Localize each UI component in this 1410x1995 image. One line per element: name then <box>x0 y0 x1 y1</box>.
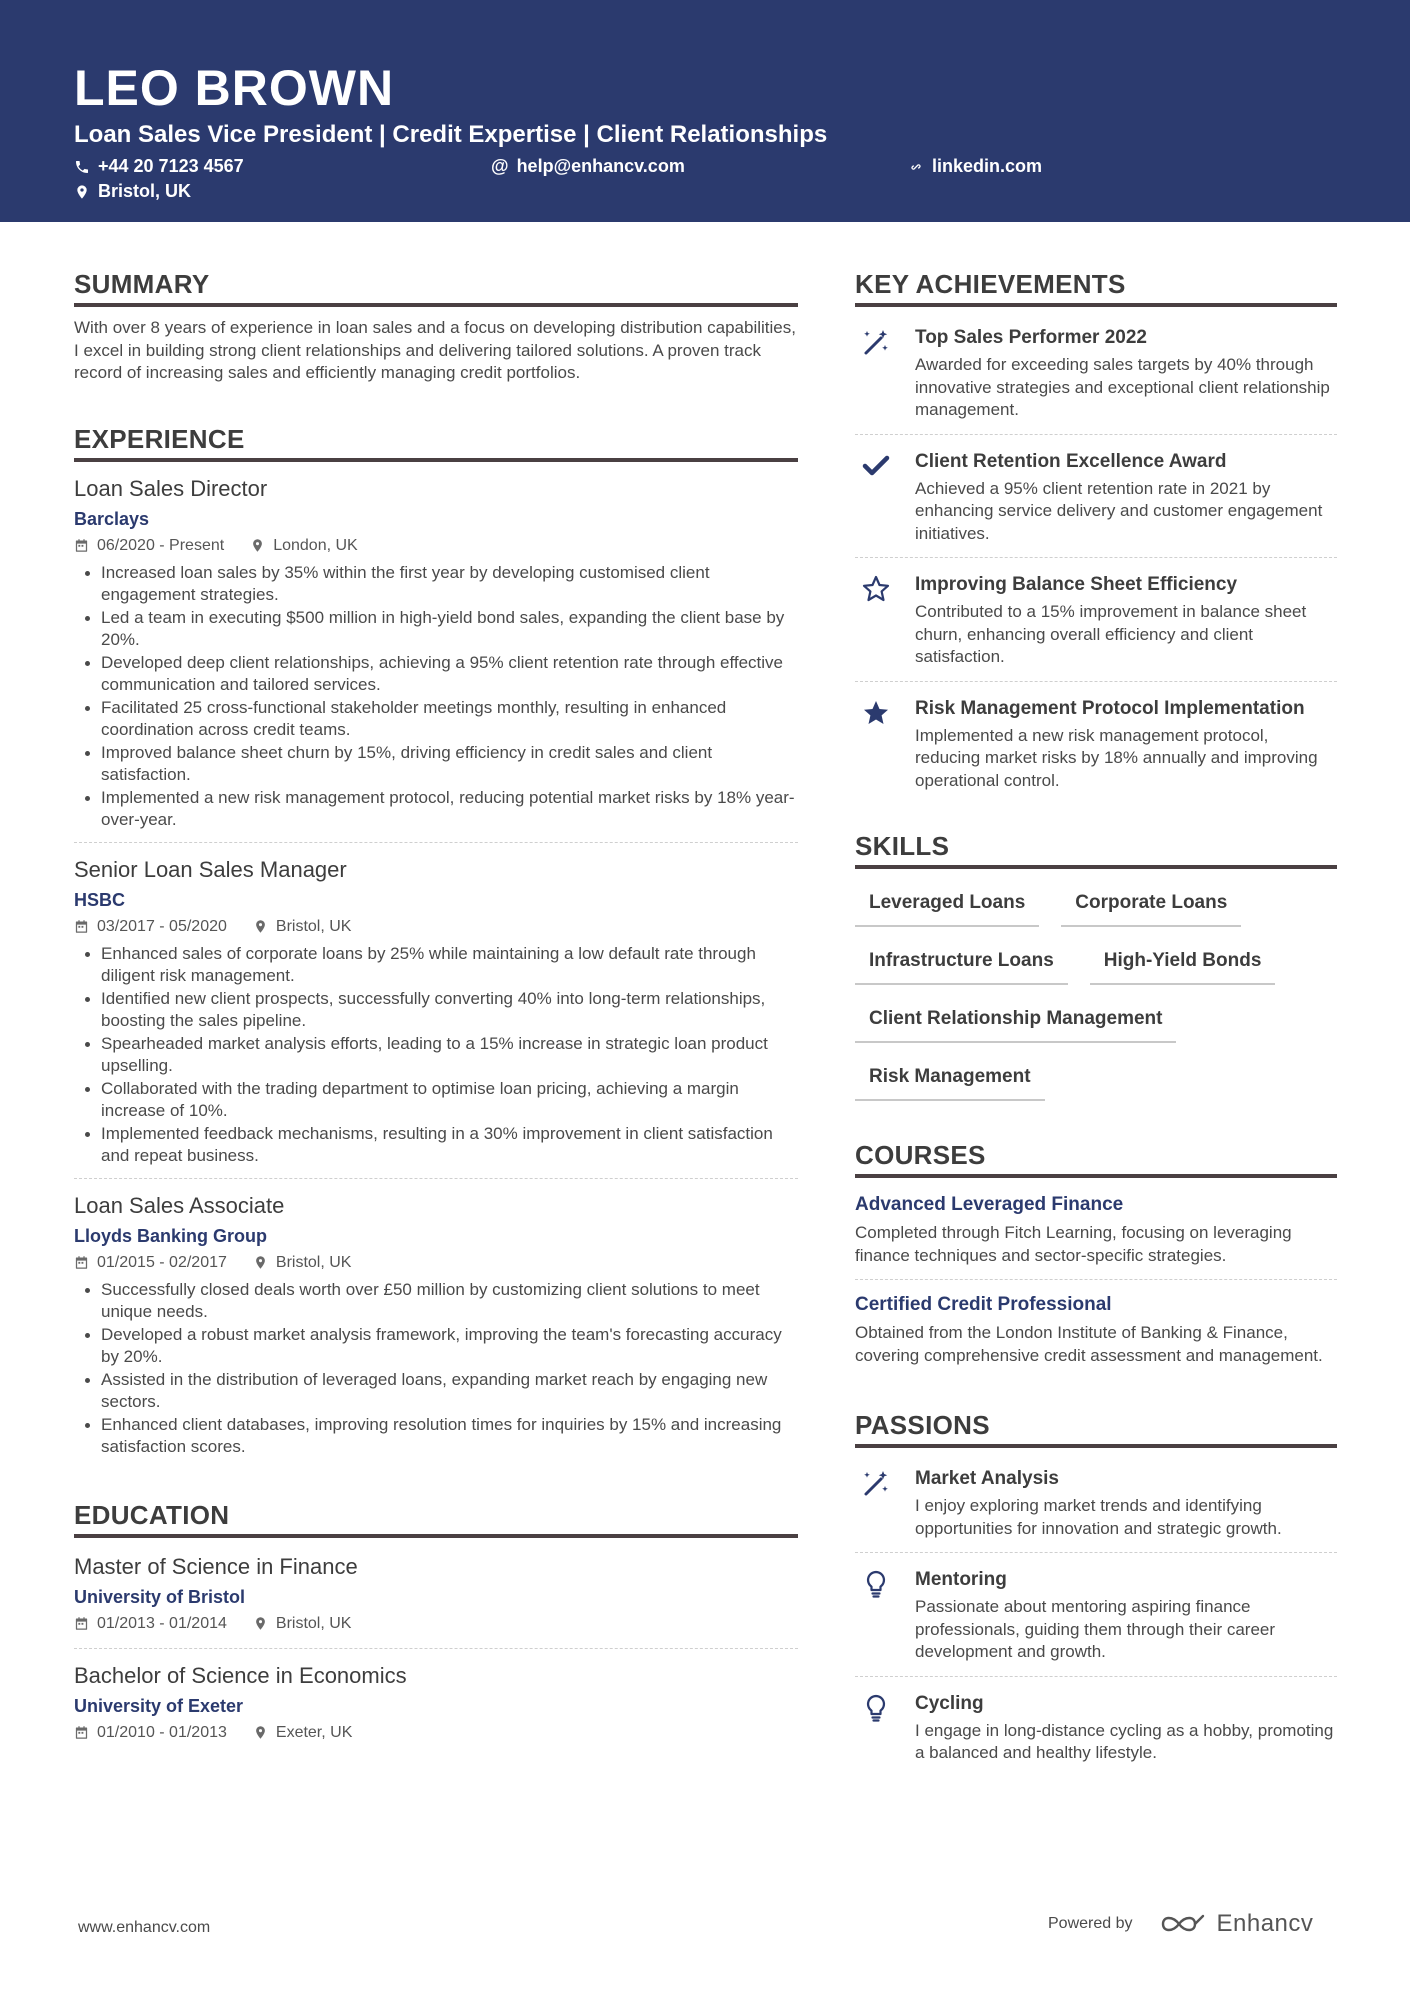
footer-website-link[interactable]: www.enhancv.com <box>78 1919 211 1936</box>
education-meta <box>74 1721 798 1745</box>
bullet-item: Identified new client prospects, successfully converting 40% into long-term relationships, boosting the sales pipeline. <box>74 988 798 1033</box>
location-text: Bristol, UK <box>98 181 192 201</box>
achievement-item <box>855 317 1337 434</box>
skills-list <box>855 879 1337 1111</box>
degree-title: Bachelor of Science in Economics <box>74 1662 407 1688</box>
passion-title: Market Analysis <box>915 1468 1059 1489</box>
contact-location <box>74 181 191 202</box>
education-section <box>74 1499 798 1757</box>
star-outline-icon <box>861 574 891 604</box>
school-name: University of Exeter <box>74 1695 244 1716</box>
job-meta <box>74 915 798 939</box>
skill-tag: Client Relationship Management <box>855 995 1176 1043</box>
achievement-desc: Implemented a new risk management protocol, reducing market risks by 18% annually and improving operational control. <box>915 725 1318 790</box>
bullet-item: Enhanced sales of corporate loans by 25% while maintaining a low default rate through diligent risk management. <box>74 943 798 988</box>
brand-name: Enhancv <box>1216 1910 1314 1937</box>
passion-title: Mentoring <box>915 1569 1007 1590</box>
skill-tag: Leveraged Loans <box>855 879 1039 927</box>
job-meta <box>74 1251 798 1275</box>
achievements-title: KEY ACHIEVEMENTS <box>855 268 1337 307</box>
magic-wand-icon <box>861 1468 891 1498</box>
passion-item <box>855 1552 1337 1676</box>
job-dates: 01/2015 - 02/2017 <box>74 1251 227 1275</box>
education-entry <box>74 1548 798 1648</box>
skills-section <box>855 830 1337 1111</box>
course-item <box>855 1279 1337 1379</box>
degree-title: Master of Science in Finance <box>74 1553 358 1579</box>
map-pin-icon <box>74 184 90 200</box>
bullet-item: Implemented feedback mechanisms, resulting in a 30% improvement in client satisfaction and repeat business. <box>74 1123 798 1168</box>
map-pin-icon <box>253 1725 268 1740</box>
achievement-item <box>855 681 1337 805</box>
job-bullets <box>74 943 798 1168</box>
candidate-name: LEO BROWN <box>74 60 395 116</box>
courses-title: COURSES <box>855 1139 1337 1178</box>
summary-section <box>74 268 798 385</box>
job-meta <box>74 534 798 558</box>
bullet-item: Assisted in the distribution of leveraged loans, expanding market reach by engaging new sectors. <box>74 1369 798 1414</box>
education-location: Bristol, UK <box>253 1612 352 1636</box>
map-pin-icon <box>250 538 265 553</box>
footer-branding <box>1048 1910 1313 1938</box>
job-location: London, UK <box>250 534 358 558</box>
achievement-item <box>855 557 1337 681</box>
map-pin-icon <box>253 1255 268 1270</box>
summary-title: SUMMARY <box>74 268 798 307</box>
bullet-item: Led a team in executing $500 million in high-yield bond sales, expanding the client base by 20%. <box>74 607 798 652</box>
checkmark-icon <box>861 451 891 481</box>
passion-item <box>855 1676 1337 1777</box>
phone-text: +44 20 7123 4567 <box>98 156 244 176</box>
achievement-title: Improving Balance Sheet Efficiency <box>915 574 1238 595</box>
passion-title: Cycling <box>915 1692 984 1714</box>
achievement-desc: Contributed to a 15% improvement in balance sheet churn, enhancing overall efficiency and client satisfaction. <box>915 602 1307 666</box>
job-location: Bristol, UK <box>253 915 352 939</box>
skill-tag: Risk Management <box>855 1053 1045 1101</box>
map-pin-icon <box>253 919 268 934</box>
lightbulb-icon <box>861 1569 891 1599</box>
powered-by-text: Powered by <box>1048 1915 1133 1932</box>
company-name: Lloyds Banking Group <box>74 1225 268 1246</box>
skill-tag: Corporate Loans <box>1061 879 1241 927</box>
job-title: Senior Loan Sales Manager <box>74 856 347 882</box>
education-dates: 01/2010 - 01/2013 <box>74 1721 227 1745</box>
job-title: Loan Sales Associate <box>74 1192 285 1218</box>
course-title: Certified Credit Professional <box>855 1294 1112 1315</box>
contact-phone[interactable] <box>74 156 244 177</box>
job-bullets <box>74 562 798 832</box>
bullet-item: Successfully closed deals worth over £50 million by customizing client solutions to meet unique needs. <box>74 1279 798 1324</box>
job-location: Bristol, UK <box>253 1251 352 1275</box>
courses-section <box>855 1139 1337 1379</box>
lightbulb-icon <box>861 1693 891 1723</box>
course-desc: Completed through Fitch Learning, focusing on leveraging finance techniques and sector-specific strategies. <box>855 1223 1292 1265</box>
education-meta <box>74 1612 798 1636</box>
achievement-desc: Achieved a 95% client retention rate in 2021 by enhancing service delivery and customer engagement initiatives. <box>915 478 1323 543</box>
education-dates: 01/2013 - 01/2014 <box>74 1612 227 1636</box>
left-column <box>74 268 798 1757</box>
achievement-item <box>855 434 1337 558</box>
star-filled-icon <box>861 698 891 728</box>
passion-item <box>855 1458 1337 1552</box>
bullet-item: Implemented a new risk management protocol, reducing potential market risks by 18% year-over-year. <box>74 787 798 832</box>
company-name: HSBC <box>74 889 126 910</box>
job-entry <box>74 472 798 842</box>
job-entry <box>74 842 798 1178</box>
bullet-item: Improved balance sheet churn by 15%, driving efficiency in credit sales and client satisfaction. <box>74 742 798 787</box>
calendar-icon <box>74 538 89 553</box>
job-title: Loan Sales Director <box>74 475 268 501</box>
achievement-title: Client Retention Excellence Award <box>915 450 1227 472</box>
education-entry <box>74 1648 798 1757</box>
job-bullets <box>74 1279 798 1459</box>
bullet-item: Developed deep client relationships, achieving a 95% client retention rate through effective communication and tailored services. <box>74 652 798 697</box>
email-text: help@enhancv.com <box>516 156 685 176</box>
education-location: Exeter, UK <box>253 1721 352 1745</box>
skill-tag: Infrastructure Loans <box>855 937 1068 985</box>
achievement-desc: Awarded for exceeding sales targets by 40% through innovative strategies and exceptional client relationship management. <box>915 355 1330 419</box>
calendar-icon <box>74 1616 89 1631</box>
passion-desc: Passionate about mentoring aspiring finance professionals, guiding them through their career development and growth. <box>915 1597 1276 1661</box>
course-desc: Obtained from the London Institute of Banking & Finance, covering comprehensive credit assessment and management. <box>855 1323 1323 1365</box>
passion-desc: I enjoy exploring market trends and identifying opportunities for innovation and strategic growth. <box>915 1496 1282 1538</box>
right-column <box>855 268 1337 1777</box>
link-icon <box>908 159 924 175</box>
experience-title: EXPERIENCE <box>74 423 798 462</box>
contact-linkedin[interactable] <box>908 156 1042 177</box>
calendar-icon <box>74 919 89 934</box>
at-icon: @ <box>491 156 509 176</box>
experience-section <box>74 423 798 1469</box>
contact-email[interactable] <box>491 156 685 177</box>
achievements-section <box>855 268 1337 804</box>
candidate-headline: Loan Sales Vice President | Credit Expertise | Client Relationships <box>74 121 828 148</box>
passions-title: PASSIONS <box>855 1409 1337 1448</box>
achievement-title: Risk Management Protocol Implementation <box>915 697 1305 719</box>
job-dates: 03/2017 - 05/2020 <box>74 915 227 939</box>
bullet-item: Collaborated with the trading department to optimise loan pricing, achieving a margin increase of 10%. <box>74 1078 798 1123</box>
resume-header <box>0 0 1410 222</box>
calendar-icon <box>74 1255 89 1270</box>
linkedin-text: linkedin.com <box>932 156 1043 176</box>
bullet-item: Enhanced client databases, improving resolution times for inquiries by 15% and increasing satisfaction scores. <box>74 1414 798 1459</box>
map-pin-icon <box>253 1616 268 1631</box>
magic-wand-icon <box>861 327 891 357</box>
skill-tag: High-Yield Bonds <box>1090 937 1276 985</box>
passion-desc: I engage in long-distance cycling as a hobby, promoting a balanced and healthy lifestyle. <box>915 1720 1334 1762</box>
skills-title: SKILLS <box>855 830 1337 869</box>
bullet-item: Facilitated 25 cross-functional stakeholder meetings monthly, resulting in enhanced coordination across credit teams. <box>74 697 798 742</box>
education-title: EDUCATION <box>74 1499 798 1538</box>
school-name: University of Bristol <box>74 1586 246 1607</box>
summary-text: With over 8 years of experience in loan sales and a focus on developing distribution capabilities, I excel in building strong client relationships and delivering tailored solutions. A proven track record of increasing sales and efficiently managing credit portfolios. <box>74 318 796 382</box>
bullet-item: Developed a robust market analysis framework, improving the team's forecasting accuracy by 20%. <box>74 1324 798 1369</box>
bullet-item: Increased loan sales by 35% within the first year by developing customised client engagement strategies. <box>74 562 798 607</box>
company-name: Barclays <box>74 508 150 529</box>
job-dates: 06/2020 - Present <box>74 534 224 558</box>
phone-icon <box>74 159 90 175</box>
passions-section <box>855 1409 1337 1777</box>
bullet-item: Spearheaded market analysis efforts, leading to a 15% increase in strategic loan product upselling. <box>74 1033 798 1078</box>
course-item <box>855 1188 1337 1279</box>
course-title: Advanced Leveraged Finance <box>855 1194 1124 1215</box>
brand-logo[interactable] <box>1159 1910 1314 1938</box>
job-entry <box>74 1178 798 1469</box>
calendar-icon <box>74 1725 89 1740</box>
enhancv-logo-icon <box>1159 1911 1207 1937</box>
contact-info <box>74 156 1336 206</box>
achievement-title: Top Sales Performer 2022 <box>915 327 1147 348</box>
